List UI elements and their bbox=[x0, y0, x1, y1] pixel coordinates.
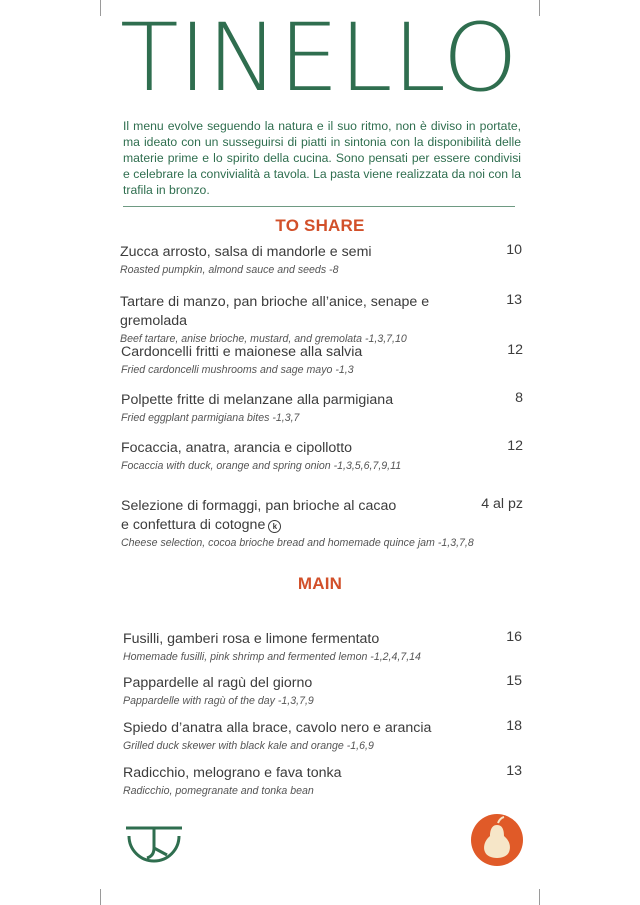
tinello-logo bbox=[118, 6, 522, 98]
menu-item bbox=[121, 343, 525, 377]
dish-translation: Pappardelle with ragù of the day -1,3,7,9 bbox=[123, 695, 314, 707]
section-title-main: MAIN bbox=[297, 574, 343, 593]
kamut-icon: k bbox=[268, 520, 281, 533]
dish-translation: Homemade fusilli, pink shrimp and fermented lemon -1,2,4,7,14 bbox=[123, 651, 421, 663]
dish-translation: Fried cardoncelli mushrooms and sage mayo -1,3 bbox=[121, 364, 354, 376]
dish-price: 4 al pz bbox=[481, 496, 523, 512]
dish-translation: Roasted pumpkin, almond sauce and seeds -8 bbox=[120, 264, 339, 276]
dish-translation: Beef tartare, anise brioche, mustard, and gremolata -1,3,7,10 bbox=[120, 333, 407, 345]
crop-mark bbox=[539, 889, 540, 905]
dish-name: Polpette fritte di melanzane alla parmigiana bbox=[121, 392, 394, 408]
dish-price: 13 bbox=[506, 763, 522, 779]
dish-price: 10 bbox=[506, 242, 522, 258]
dish-translation: Fried eggplant parmigiana bites -1,3,7 bbox=[121, 412, 300, 424]
dish-price: 12 bbox=[507, 342, 523, 358]
pear-icon bbox=[471, 814, 523, 866]
dish-price: 16 bbox=[506, 629, 522, 645]
dish-name: Zucca arrosto, salsa di mandorle e semi bbox=[120, 244, 372, 260]
divider bbox=[123, 206, 515, 207]
crop-mark bbox=[100, 0, 101, 16]
tinello-wordmark bbox=[118, 6, 522, 98]
dish-name: Radicchio, melograno e fava tonka bbox=[123, 765, 342, 781]
crop-mark bbox=[539, 0, 540, 16]
tinello-emblem-icon bbox=[123, 822, 185, 866]
menu-item bbox=[121, 439, 525, 473]
dish-translation: Focaccia with duck, orange and spring onion -1,3,5,6,7,9,11 bbox=[121, 460, 402, 472]
dish-name: Tartare di manzo, pan brioche all’anice, senape e gremolada bbox=[120, 294, 430, 329]
menu-item bbox=[123, 630, 524, 664]
menu-intro: Il menu evolve seguendo la natura e il suo ritmo, non è diviso in portate, ma ideato con un susseguirsi di piatti in sintonia con la disponibilità delle materie prime e lo spirito della cucina. Sono pensati per essere condivisi e celebrare la convivialità a tavola. La pasta viene realizzata da noi con la trafila in bronzo. bbox=[123, 119, 521, 197]
menu-item bbox=[123, 719, 524, 753]
dish-name bbox=[121, 497, 525, 535]
dish-price: 12 bbox=[507, 438, 523, 454]
dish-price: 13 bbox=[506, 292, 522, 308]
crop-mark bbox=[100, 889, 101, 905]
menu-item bbox=[123, 674, 524, 708]
dish-translation: Grilled duck skewer with black kale and orange -1,6,9 bbox=[123, 740, 374, 752]
dish-name: Spiedo d’anatra alla brace, cavolo nero e arancia bbox=[123, 720, 432, 736]
dish-name: Pappardelle al ragù del giorno bbox=[123, 675, 313, 691]
menu-item bbox=[123, 764, 524, 798]
menu-item bbox=[121, 391, 525, 425]
dish-name: Focaccia, anatra, arancia e cipollotto bbox=[121, 440, 353, 456]
dish-price: 8 bbox=[515, 390, 523, 406]
dish-name: Cardoncelli fritti e maionese alla salvia bbox=[121, 344, 363, 360]
menu-item bbox=[120, 243, 524, 277]
menu-item bbox=[121, 497, 525, 550]
dish-name: Fusilli, gamberi rosa e limone fermentato bbox=[123, 631, 380, 647]
menu-item bbox=[120, 293, 524, 346]
dish-translation: Cheese selection, cocoa brioche bread and homemade quince jam -1,3,7,8 bbox=[121, 537, 474, 549]
dish-translation: Radicchio, pomegranate and tonka bean bbox=[123, 785, 314, 797]
dish-price: 18 bbox=[506, 718, 522, 734]
brand-name: TINELLO bbox=[120, 6, 518, 98]
dish-name-text: Selezione di formaggi, pan brioche al cacao e confettura di cotogne bbox=[121, 498, 397, 533]
section-title-to-share: TO SHARE bbox=[275, 216, 365, 235]
dish-price: 15 bbox=[506, 673, 522, 689]
